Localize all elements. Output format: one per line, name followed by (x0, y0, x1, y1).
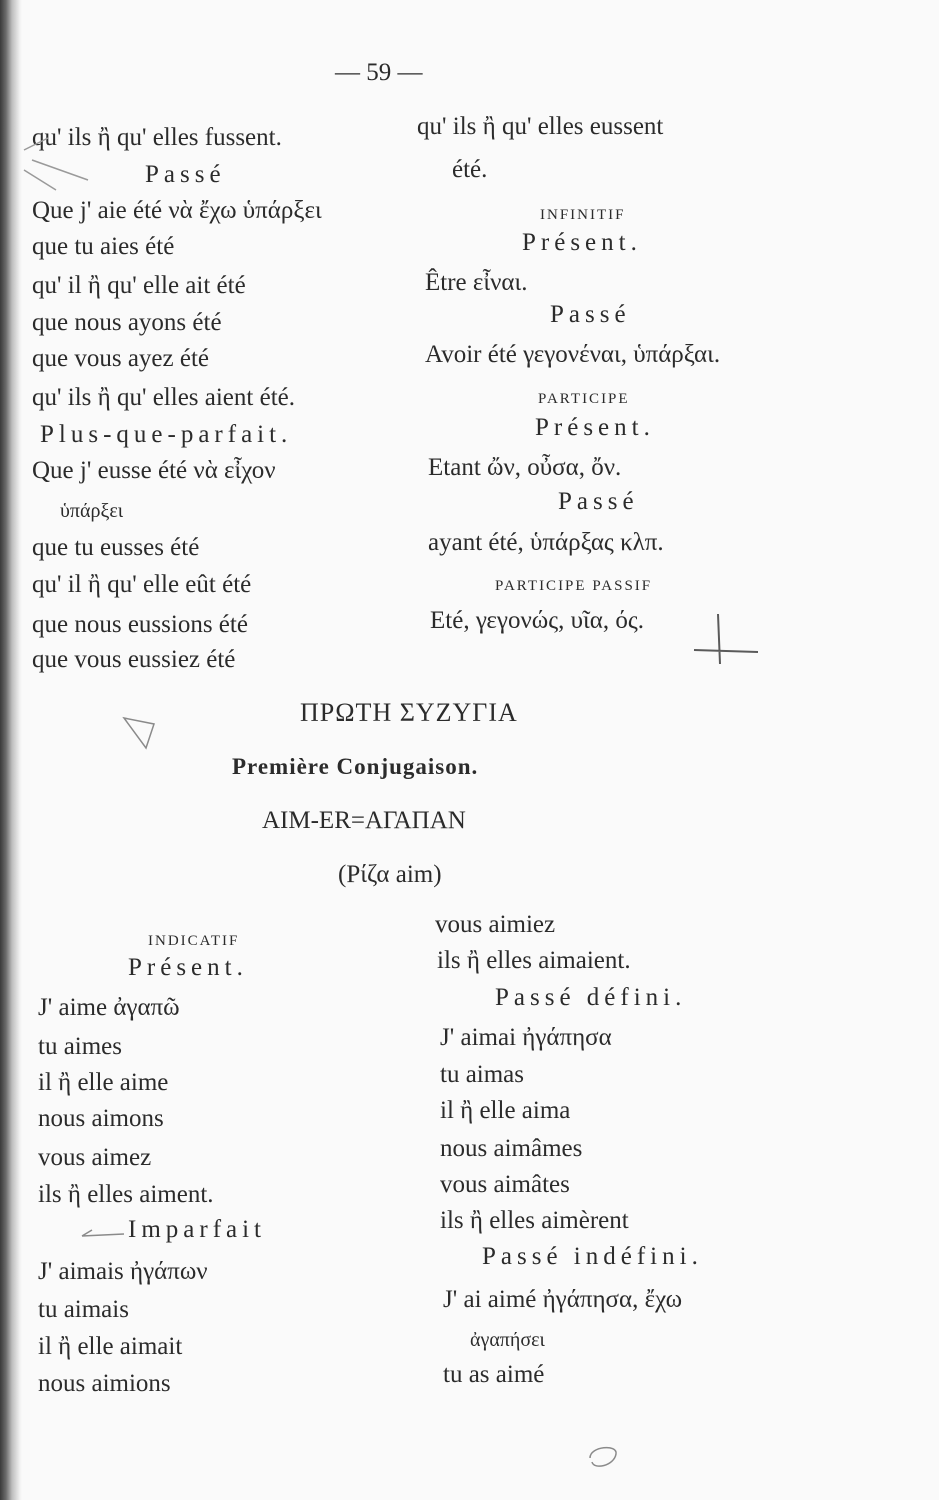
text-line: que nous eussions été (32, 611, 248, 638)
text-line: il ἢ elle aime (38, 1069, 169, 1096)
pencil-loop-mark-icon (584, 1440, 624, 1476)
text-line: Avoir été γεγονέναι, ὑπάρξαι. (425, 341, 721, 368)
text-line: nous aimons (38, 1105, 164, 1132)
text-line: été. (452, 156, 488, 183)
text-line: tu aimas (440, 1061, 525, 1088)
page-number: — 59 — (335, 59, 423, 86)
text-line: J' aimai ἠγάπησα (440, 1024, 612, 1051)
subheading-plus-que-parfait: Plus-que-parfait. (40, 421, 293, 448)
french-title: Première Conjugaison. (232, 754, 479, 779)
text-line: Que j' aie été νὰ ἔχω ὑπάρξει (32, 197, 322, 224)
text-line: Eté, γεγονώς, υῖα, ός. (430, 607, 644, 634)
heading-participe-passif: PARTICIPE PASSIF (495, 578, 653, 594)
subheading-passe: Passé (550, 301, 631, 328)
pencil-arrow-mark-icon (78, 1228, 128, 1242)
text-line: que nous ayons été (32, 309, 222, 336)
text-line: qu' ils ἢ qu' elles aient été. (32, 384, 295, 411)
text-line: J' ai aimé ἠγάπησα, ἔχω (443, 1286, 683, 1313)
text-line: J' aime ἀγαπῶ (38, 994, 180, 1021)
subheading-imparfait: Imparfait (128, 1216, 267, 1243)
pencil-cross-mark-icon (688, 610, 768, 670)
text-line: que vous ayez été (32, 345, 210, 372)
text-line: ἀγαπήσει (470, 1329, 545, 1351)
text-line: nous aimâmes (440, 1135, 583, 1162)
verb-title: AIM-ER=ΑΓΑΠΑΝ (262, 807, 466, 834)
text-line: que tu eusses été (32, 534, 200, 561)
text-line: qu' il ἢ qu' elle ait été (32, 272, 246, 299)
subheading-passe: Passé (558, 488, 639, 515)
text-line: qu' il ἢ qu' elle eût été (32, 571, 252, 598)
book-spine-shadow (0, 0, 22, 1500)
text-line: Etant ὤν, οὖσα, ὄν. (428, 454, 622, 481)
subheading-passe-indefini: Passé indéfini. (482, 1243, 703, 1270)
pencil-mark-check-icon (18, 130, 98, 210)
text-line: il ἢ elle aima (440, 1097, 571, 1124)
heading-participe: PARTICIPE (538, 391, 630, 407)
text-line: que vous eussiez été (32, 646, 236, 673)
subheading-present: Présent. (535, 414, 655, 441)
text-line: que tu aies été (32, 233, 175, 260)
subheading-passe-defini: Passé défini. (495, 984, 687, 1011)
text-line: ils ἢ elles aiment. (38, 1181, 214, 1208)
text-line: vous aimâtes (440, 1171, 570, 1198)
text-line: ils ἢ elles aimèrent (440, 1207, 629, 1234)
text-line: qu' ils ἢ qu' elles eussent (417, 113, 664, 140)
heading-indicatif: INDICATIF (148, 933, 240, 949)
verb-root: (Ρίζα aim) (338, 861, 442, 888)
greek-title: ΠΡΩΤΗ ΣΥΖΥΓΙΑ (300, 698, 518, 727)
text-line: Être εἶναι. (425, 269, 528, 296)
pencil-triangle-mark-icon (120, 712, 160, 752)
subheading-present: Présent. (128, 954, 248, 981)
text-line: vous aimiez (435, 911, 556, 938)
text-line: nous aimions (38, 1370, 171, 1397)
text-line: ὑπάρξει (60, 500, 124, 522)
subheading-present: Présent. (522, 229, 642, 256)
text-line: J' aimais ἠγάπων (38, 1258, 208, 1285)
text-line: ayant été, ὑπάρξας κλπ. (428, 529, 664, 556)
text-line: qu' ils ἢ qu' elles fussent. (32, 124, 282, 151)
text-line: tu aimais (38, 1296, 129, 1323)
text-line: ils ἢ elles aimaient. (437, 947, 631, 974)
text-line: tu as aimé (443, 1361, 545, 1388)
text-line: Que j' eusse été νὰ εἶχον (32, 457, 276, 484)
text-line: tu aimes (38, 1033, 123, 1060)
text-line: vous aimez (38, 1144, 152, 1171)
heading-infinitif: INFINITIF (540, 207, 626, 223)
text-line: il ἢ elle aimait (38, 1333, 183, 1360)
subheading-passe: Passé (145, 161, 226, 188)
